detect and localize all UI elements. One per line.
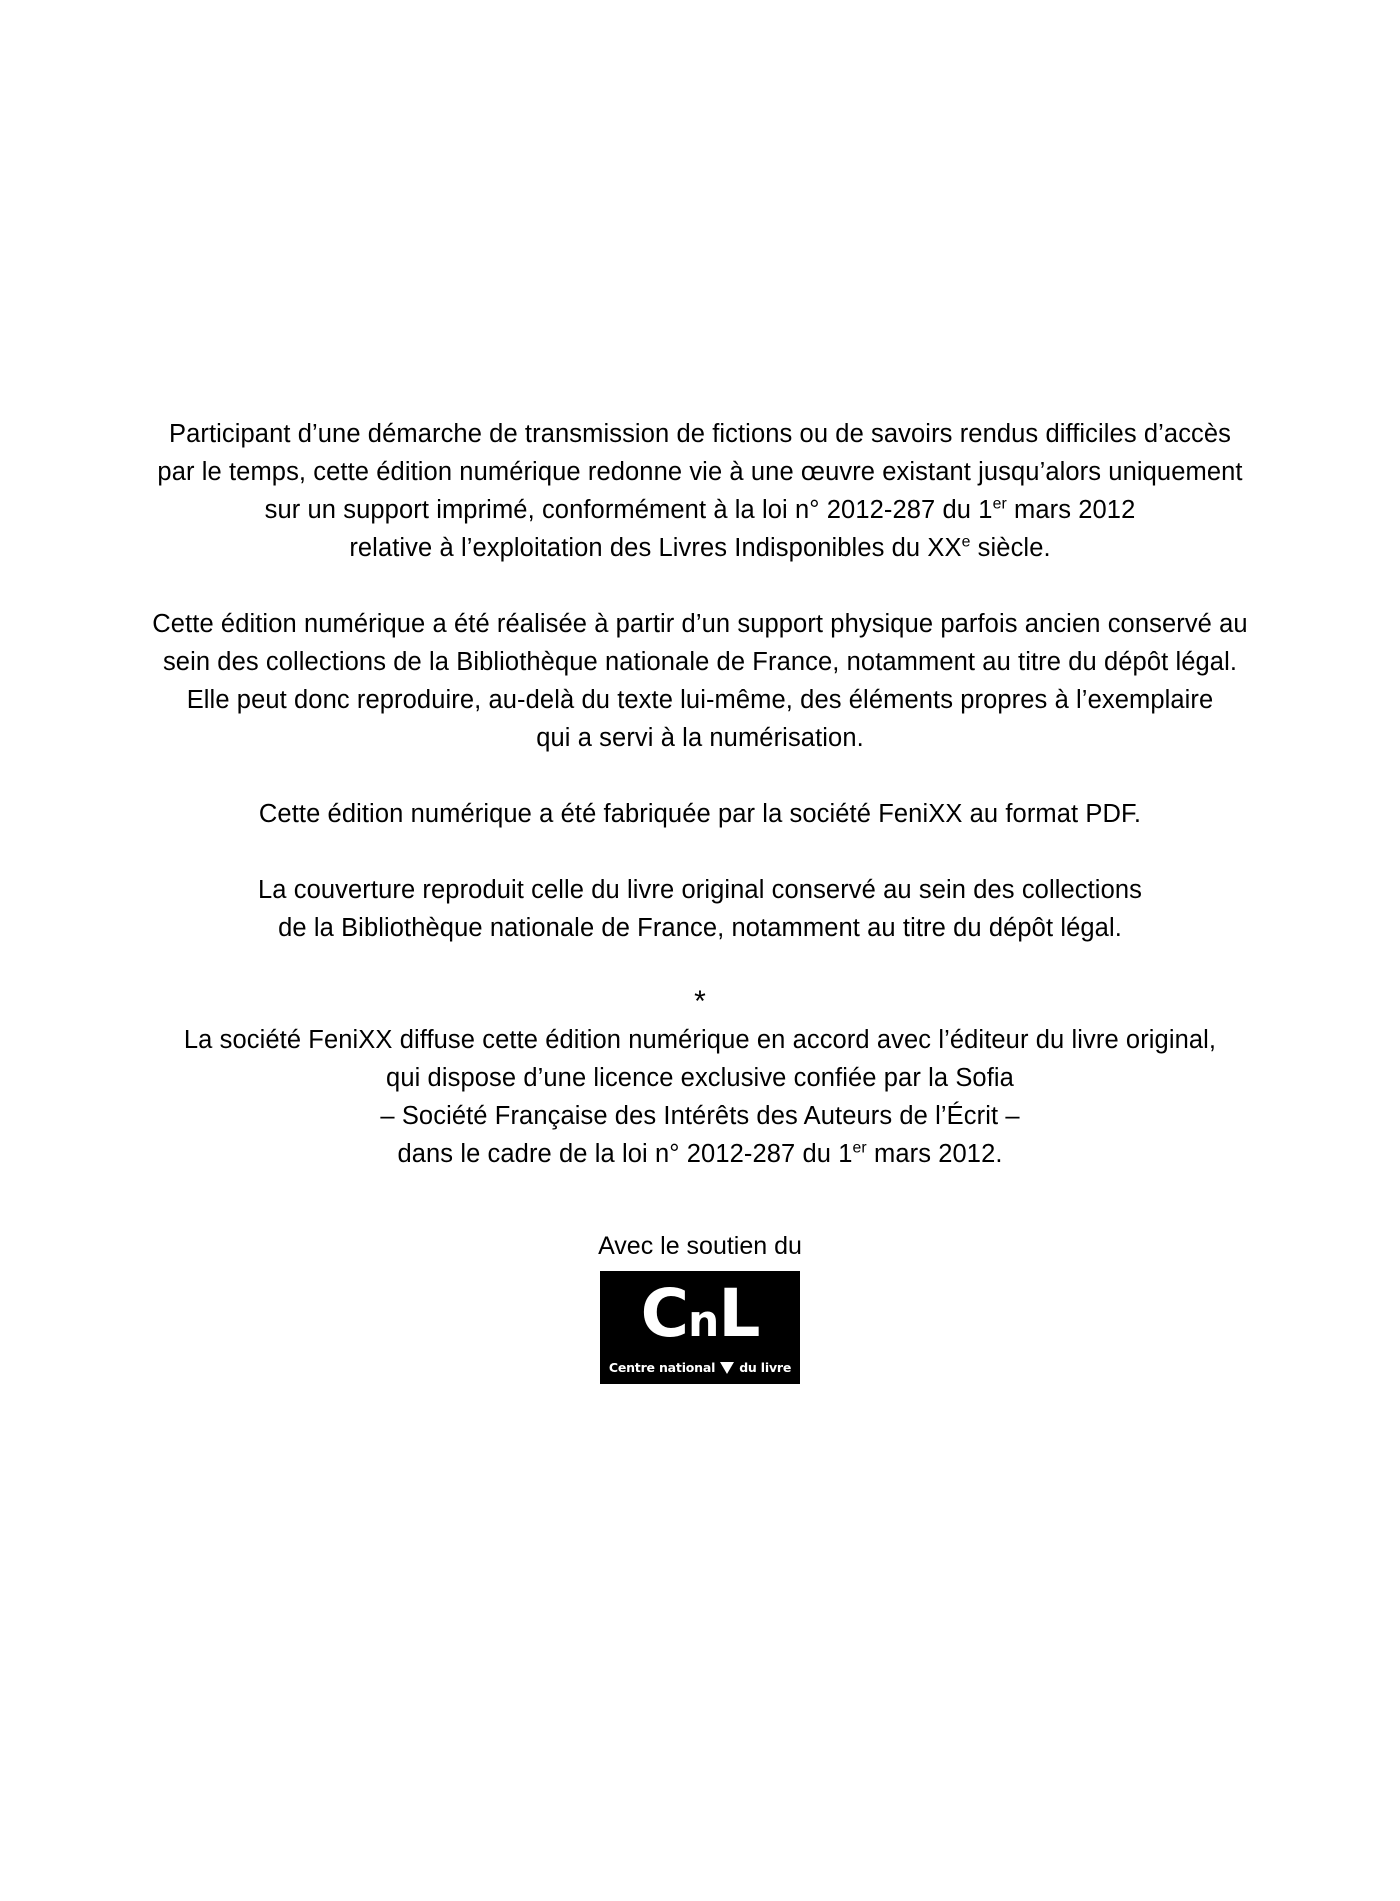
paragraph-line [110,529,1290,567]
paragraph-line: Elle peut donc reproduire, au-delà du texte lui-même, des éléments propres à l’exemplaire [186,686,1214,714]
ordinal-suffix: e [961,533,971,551]
paragraph-line: Participant d’une démarche de transmission de fictions ou de savoirs rendus difficiles d’accès [168,420,1232,448]
paragraph-line: sein des collections de la Bibliothèque nationale de France, notamment au titre du dépôt légal. [162,648,1238,676]
paragraph-line: La société FeniXX diffuse cette édition numérique en accord avec l’éditeur du livre original, [183,1026,1217,1054]
paragraph-line: par le temps, cette édition numérique redonne vie à une œuvre existant jusqu’alors uniquement [157,458,1243,486]
cnl-subtitle-left: Centre national [608,1360,716,1375]
triangle-icon [720,1362,734,1374]
paragraph-transmission [110,415,1290,567]
paragraph-line: Cette édition numérique a été réalisée à partir d’un support physique parfois ancien conservé au [152,610,1248,638]
legal-notice-block [0,415,1400,1384]
line-text-part: mars 2012. [866,1140,1003,1168]
paragraph-cover [110,871,1290,947]
cnl-subtitle-right: du livre [739,1360,792,1375]
cnl-letter-c: C [640,1275,689,1352]
paragraph-line [110,491,1290,529]
paragraph-line: de la Bibliothèque nationale de France, notamment au titre du dépôt légal. [278,914,1122,942]
line-text-part: relative à l’exploitation des Livres Indisponibles du XX [349,534,962,562]
paragraph-diffusion [110,1021,1290,1173]
paragraph-line: Cette édition numérique a été fabriquée par la société FeniXX au format PDF. [258,800,1142,828]
paragraph-line: – Société Française des Intérêts des Auteurs de l’Écrit – [380,1102,1020,1130]
paragraph-line [110,1135,1290,1173]
logo-caption: Avec le soutien du [598,1232,802,1260]
paragraph-line: qui dispose d’une licence exclusive confiée par la Sofia [386,1064,1014,1092]
paragraph-source-support [110,605,1290,757]
line-text-part: sur un support imprimé, conformément à la loi n° 2012-287 du 1 [264,496,993,524]
sponsor-logo-block [0,1229,1400,1384]
paragraph-line: qui a servi à la numérisation. [536,724,864,752]
cnl-subtitle [608,1360,792,1375]
cnl-letter-n: n [688,1296,719,1347]
paragraph-fabrication [110,795,1290,833]
line-text-part: dans le cadre de la loi n° 2012-287 du 1 [397,1140,853,1168]
cnl-logo-icon [600,1271,800,1384]
ordinal-suffix: er [992,495,1007,513]
line-text-part: mars 2012 [1006,496,1136,524]
cnl-wordmark [614,1275,786,1355]
paragraph-line: La couverture reproduit celle du livre original conservé au sein des collections [258,876,1142,904]
cnl-letter-l: L [718,1275,760,1352]
line-text-part: siècle. [970,534,1051,562]
ordinal-suffix: er [852,1139,867,1157]
section-separator: * [694,985,706,1018]
